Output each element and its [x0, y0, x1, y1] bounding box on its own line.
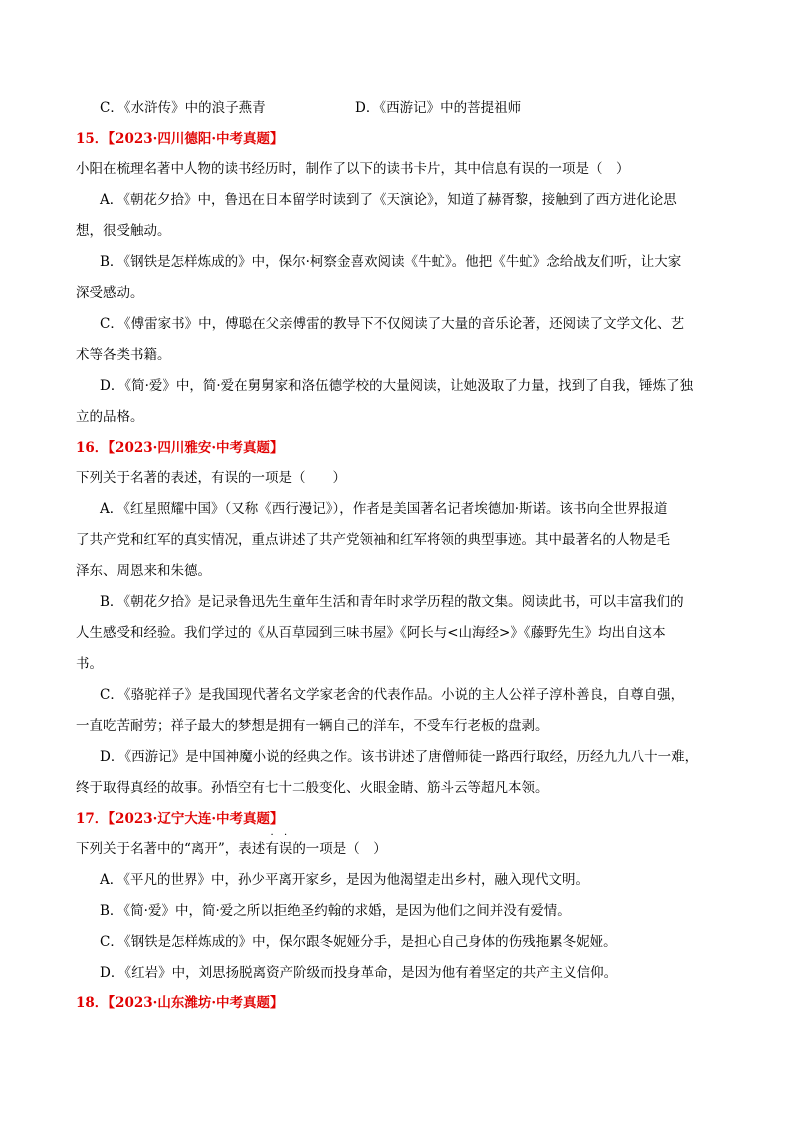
q15-option-d-line2: 立的品格。 [76, 409, 144, 425]
q15-option-a-line1: A．《朝花夕拾》中，鲁迅在日本留学时读到了《天演论》，知道了赫胥黎，接触到了西方进化论思 [100, 192, 677, 208]
emphasis-dot-icon: · [283, 830, 288, 841]
q17-source-tag: 【2023·辽宁大连·中考真题】 [108, 811, 284, 827]
q17-stem [76, 830, 387, 858]
q15-option-a-line2: 想，很受触动。 [76, 223, 171, 239]
q16-number: 16． [76, 440, 109, 456]
q17-emphasis-char-2 [278, 830, 293, 858]
q16-option-a-line2: 了共产党和红军的真实情况，重点讲述了共产党领袖和红军将领的典型事迹。其中最著名的人物是毛 [76, 532, 670, 548]
q17-emphasis-char-1 [265, 830, 279, 858]
q17-option-a: A．《平凡的世界》中，孙少平离开家乡，是因为他渴望走出乡村，融入现代文明。 [100, 872, 589, 888]
q17-emphasis-text-1: 有 [265, 841, 279, 857]
q15-heading [76, 130, 284, 148]
q16-option-c-line1: C．《骆驼祥子》是我国现代著名文学家老舍的代表作品。小说的主人公祥子淳朴善良，自尊自强， [100, 687, 685, 703]
q16-option-b-line3: 书。 [76, 656, 103, 672]
q18-heading [76, 994, 284, 1012]
q15-source-tag: 【2023·四川德阳·中考真题】 [108, 131, 284, 147]
emphasis-dot-icon: · [270, 830, 274, 841]
q16-option-b-line2: 人生感受和经验。我们学过的《从百草园到三味书屋》《阿长与<山海经>》《藤野先生》均出自这本 [76, 625, 666, 641]
q17-option-d: D．《红岩》中，刘思扬脱离资产阶级而投身革命，是因为他有着坚定的共产主义信仰。 [100, 965, 618, 981]
q17-number: 17． [76, 811, 109, 827]
q14-option-c: C．《水浒传》中的浪子燕青 [100, 100, 266, 116]
q15-stem: 小阳在梳理名著中人物的读书经历时，制作了以下的读书卡片，其中信息有误的一项是（ ） [76, 161, 630, 177]
q17-option-b: B．《简·爱》中，简·爱之所以拒绝圣约翰的求婚，是因为他们之间并没有爱情。 [100, 903, 571, 919]
q14-option-d: D．《西游记》中的菩提祖师 [355, 100, 522, 116]
q18-number: 18． [76, 995, 109, 1011]
q17-emphasis-text-2: 误 [278, 841, 293, 857]
q17-heading [76, 810, 284, 828]
q17-stem-end: 的一项是（ ） [292, 841, 387, 857]
q18-source-tag: 【2023·山东潍坊·中考真题】 [108, 995, 284, 1011]
q16-option-a-line3: 泽东、周恩来和朱德。 [76, 563, 211, 579]
q16-stem: 下列关于名著的表述，有误的一项是（ ） [76, 470, 346, 486]
q15-option-c-line1: C．《傅雷家书》中，傅聪在父亲傅雷的教导下不仅阅读了大量的音乐论著，还阅读了文学文化、艺 [100, 316, 685, 332]
q16-option-b-line1: B．《朝花夕拾》是记录鲁迅先生童年生活和青年时求学历程的散文集。阅读此书，可以丰富我们的 [100, 594, 684, 610]
q16-source-tag: 【2023·四川雅安·中考真题】 [108, 440, 284, 456]
q16-option-d-line1: D．《西游记》是中国神魔小说的经典之作。该书讲述了唐僧师徒一路西行取经，历经九九八十一难， [100, 749, 699, 765]
q16-option-c-line2: 一直吃苦耐劳；祥子最大的梦想是拥有一辆自己的洋车，不受车行老板的盘剥。 [76, 718, 549, 734]
q17-stem-start: 下列关于名著中的“离开”，表述 [76, 841, 266, 857]
q16-heading [76, 439, 284, 457]
q15-option-b-line2: 深受感动。 [76, 285, 144, 301]
q15-option-d-line1: D．《简·爱》中，简·爱在舅舅家和洛伍德学校的大量阅读，让她汲取了力量，找到了自我，锤炼了独 [100, 378, 694, 394]
q16-option-d-line2: 终于取得真经的故事。孙悟空有七十二般变化、火眼金睛、筋斗云等超凡本领。 [76, 780, 549, 796]
q16-option-a-line1: A．《红星照耀中国》（又称《西行漫记》），作者是美国著名记者埃德加·斯诺。该书向全世界报道 [100, 501, 668, 517]
q17-option-c: C．《钢铁是怎样炼成的》中，保尔跟冬妮娅分手，是担心自己身体的伤残拖累冬妮娅。 [100, 934, 617, 950]
q15-number: 15． [76, 131, 109, 147]
q15-option-b-line1: B．《钢铁是怎样炼成的》中，保尔·柯察金喜欢阅读《牛虻》。他把《牛虻》念给战友们听，让大家 [100, 254, 682, 270]
q15-option-c-line2: 术等各类书籍。 [76, 347, 171, 363]
